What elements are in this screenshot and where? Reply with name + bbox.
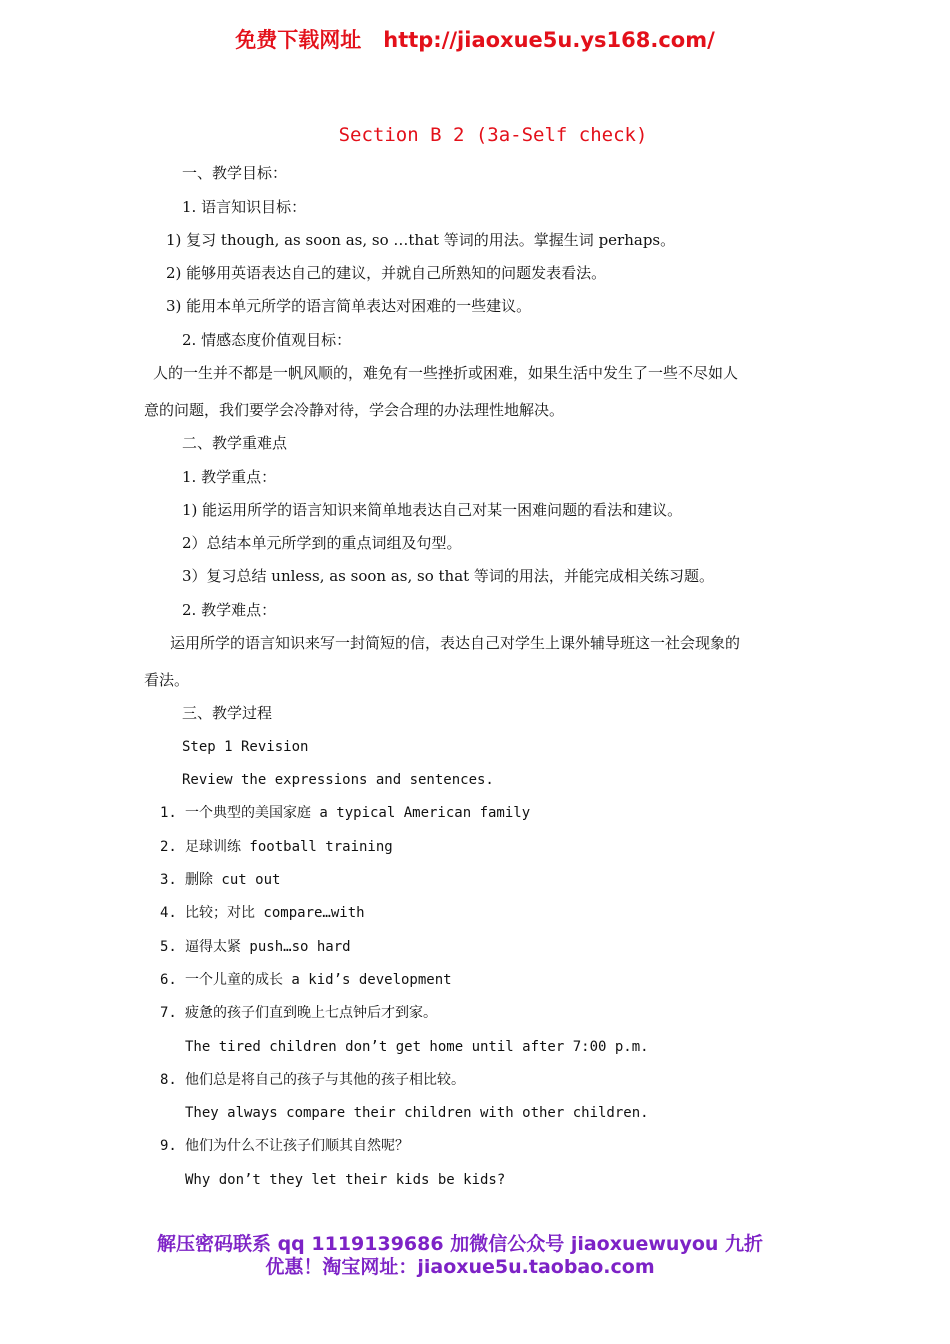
header-label: 免费下载网址 bbox=[235, 28, 362, 52]
objectives-heading: 一、教学目标： bbox=[182, 164, 288, 182]
list-item-number: 9. bbox=[160, 1138, 177, 1154]
header-url-link[interactable]: http://jiaoxue5u.ys168.com/ bbox=[383, 28, 715, 52]
objectives-item-3: 3) 能用本单元所学的语言简单表达对困难的一些建议。 bbox=[166, 297, 532, 315]
list-item bbox=[160, 1003, 437, 1023]
list-item-text: 一个儿童的成长 a kid’s development bbox=[185, 972, 452, 988]
list-item-english: Why don’t they let their kids be kids? bbox=[185, 1172, 506, 1188]
list-item-text: 足球训练 football training bbox=[185, 839, 393, 855]
process-intro: Review the expressions and sentences. bbox=[182, 772, 494, 788]
list-item-number: 2. bbox=[160, 839, 177, 855]
keypoints-item-2: 2）总结本单元所学到的重点词组及句型。 bbox=[182, 534, 462, 552]
keypoints-paragraph-line-1: 运用所学的语言知识来写一封简短的信，表达自己对学生上课外辅导班这一社会现象的 bbox=[170, 634, 741, 652]
page-title: Section B 2 (3a-Self check) bbox=[338, 124, 648, 146]
list-item bbox=[160, 1136, 409, 1156]
list-item bbox=[160, 970, 452, 990]
objectives-item-1: 1) 复习 though, as soon as, so …that 等词的用法。掌握生词 perhaps。 bbox=[166, 231, 676, 249]
list-item-text: 比较；对比 compare…with bbox=[185, 905, 365, 921]
list-item-number: 7. bbox=[160, 1005, 177, 1021]
footer-contact-line: 解压密码联系 qq 1119139686 加微信公众号 jiaoxuewuyou 九折 bbox=[156, 1233, 764, 1255]
list-item bbox=[160, 937, 351, 957]
list-item-number: 5. bbox=[160, 939, 177, 955]
keypoints-item-1: 1) 能运用所学的语言知识来简单地表达自己对某一困难问题的看法和建议。 bbox=[182, 501, 683, 519]
list-item bbox=[160, 837, 393, 857]
list-item bbox=[160, 803, 530, 823]
list-item-number: 6. bbox=[160, 972, 177, 988]
list-item-number: 4. bbox=[160, 905, 177, 921]
list-item bbox=[160, 1070, 465, 1090]
keypoints-paragraph-line-2: 看法。 bbox=[144, 671, 190, 689]
objectives-paragraph-line-1: 人的一生并不都是一帆风顺的，难免有一些挫折或困难，如果生活中发生了一些不尽如人 bbox=[153, 364, 739, 382]
list-item-text: 疲惫的孩子们直到晚上七点钟后才到家。 bbox=[185, 1005, 437, 1021]
objectives-item-2: 2) 能够用英语表达自己的建议，并就自己所熟知的问题发表看法。 bbox=[166, 264, 607, 282]
keypoints-difficulty-subheading: 2. 教学难点： bbox=[182, 601, 277, 619]
keypoints-heading: 二、教学重难点 bbox=[182, 434, 288, 452]
list-item bbox=[160, 870, 280, 890]
list-item-english: They always compare their children with other children. bbox=[185, 1105, 649, 1121]
process-heading: 三、教学过程 bbox=[182, 704, 273, 722]
list-item-text: 他们总是将自己的孩子与其他的孩子相比较。 bbox=[185, 1072, 465, 1088]
keypoints-focus-subheading: 1. 教学重点： bbox=[182, 468, 277, 486]
list-item-number: 3. bbox=[160, 872, 177, 888]
list-item bbox=[160, 903, 365, 923]
list-item-text: 一个典型的美国家庭 a typical American family bbox=[185, 805, 531, 821]
list-item-text: 逼得太紧 push…so hard bbox=[185, 939, 351, 955]
objectives-language-subheading: 1. 语言知识目标： bbox=[182, 198, 307, 216]
list-item-text: 删除 cut out bbox=[185, 872, 281, 888]
footer-shop-line: 优惠！淘宝网址：jiaoxue5u.taobao.com bbox=[265, 1256, 655, 1278]
objectives-emotion-subheading: 2. 情感态度价值观目标： bbox=[182, 331, 352, 349]
list-item-text: 他们为什么不让孩子们顺其自然呢？ bbox=[185, 1138, 409, 1154]
list-item-english: The tired children don’t get home until after 7:00 p.m. bbox=[185, 1039, 649, 1055]
process-step-title: Step 1 Revision bbox=[182, 739, 309, 755]
objectives-paragraph-line-2: 意的问题，我们要学会冷静对待，学会合理的办法理性地解决。 bbox=[144, 401, 565, 419]
list-item-number: 8. bbox=[160, 1072, 177, 1088]
keypoints-item-3: 3）复习总结 unless, as soon as, so that 等词的用法，并能完成相关练习题。 bbox=[182, 567, 714, 585]
download-header bbox=[0, 24, 950, 54]
list-item-number: 1. bbox=[160, 805, 177, 821]
